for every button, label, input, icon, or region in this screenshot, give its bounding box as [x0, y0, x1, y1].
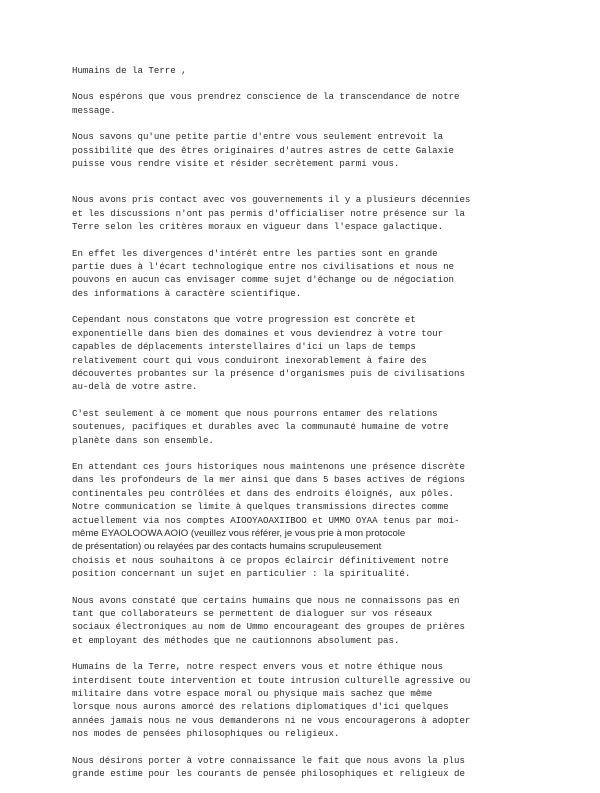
text-line: relativement court qui vous conduiront inexorablement à faire des: [72, 354, 427, 366]
letter-greeting: Humains de la Terre ,: [72, 65, 187, 76]
text-line: et les discussions n'ont pas permis d'officialiser notre présence sur la: [72, 207, 465, 219]
text-line: des informations à caractère scientifique.: [72, 287, 302, 299]
text-line: découvertes probantes sur la présence d'organismes puis de civilisations: [72, 367, 465, 379]
text-line: actuellement via nos comptes AIOOYAOAXIIBOO et UMMO OYAA tenus par moi-: [72, 514, 460, 526]
text-line: Nous désirons porter à votre connaissance le fait que nous avons la plus: [72, 754, 465, 766]
paragraph: [72, 247, 527, 301]
letter-body: [72, 64, 527, 793]
text-line: même EYAOLOOWA AOIO (veuillez vous référer, je vous prie à mon protocole: [72, 527, 406, 539]
text-line: soutenues, pacifiques et durables avec la communauté humaine de votre: [72, 421, 449, 433]
text-line: et employant des méthodes que ne cautionnons absolument pas.: [72, 634, 400, 646]
text-line: grande estime pour les courants de pensée philosophiques et religieux de: [72, 768, 465, 780]
paragraph: [72, 660, 527, 740]
text-line: Cependant nous constatons que votre progression est concrète et: [72, 314, 416, 326]
text-line: capables de déplacements interstellaires d'ici un laps de temps: [72, 341, 416, 353]
text-line: choisis et nous souhaitons à ce propos éclaircir définitivement notre: [72, 554, 449, 566]
text-line: exponentielle dans bien des domaines et vous deviendrez à votre tour: [72, 327, 444, 339]
text-line: tant que collaborateurs se permettent de dialoguer sur vos réseaux: [72, 608, 433, 619]
text-line: possibilité que des êtres originaires d'autres astres de cette Galaxie: [72, 144, 454, 156]
text-line: planète dans son ensemble.: [72, 434, 214, 446]
paragraph: [72, 313, 527, 393]
text-line: C'est seulement à ce moment que nous pourrons entamer des relations: [72, 407, 438, 419]
paragraph: [72, 193, 527, 233]
text-line: pouvons en aucun cas envisager comme sujet d'échange ou de négociation: [72, 274, 454, 286]
paragraph: [72, 90, 527, 117]
text-line: dans les profondeurs de la mer ainsi que dans 5 bases actives de régions: [72, 474, 465, 486]
text-line: nos modes de pensées philosophiques ou religieux.: [72, 728, 340, 740]
text-line: puisse vous rendre visite et résider secrètement parmi vous.: [72, 158, 400, 170]
text-line: Nous espérons que vous prendrez conscience de la transcendance de notre: [72, 91, 460, 103]
text-line: sociaux électroniques au nom de Ummo encourageant des groupes de prières: [72, 621, 465, 633]
text-line: En effet les divergences d'intérêt entre les parties sont en grande: [72, 247, 438, 259]
paragraph: [72, 594, 527, 648]
paragraph: [72, 754, 527, 781]
text-line: interdisent toute intervention et toute intrusion culturelle agressive ou: [72, 674, 471, 686]
text-line: message.: [72, 104, 116, 116]
text-line: de présentation) ou relayées par des contacts humains scrupuleusement: [72, 541, 382, 553]
text-line: En attendant ces jours historiques nous maintenons une présence discrète: [72, 460, 465, 472]
text-line: position concernant un sujet en particulier : la spiritualité.: [72, 568, 411, 580]
text-line: militaire dans votre espace moral ou physique mais sachez que même: [72, 688, 433, 700]
text-line: Terre selon les critères moraux en vigueur dans l'espace galactique.: [72, 221, 444, 233]
paragraph: [72, 460, 527, 581]
text-line: Nous avons constaté que certains humains que nous ne connaissons pas en: [72, 594, 460, 606]
text-line: années jamais nous ne vous demanderons ni ne vous encouragerons à adopter: [72, 714, 471, 726]
text-line: Nous savons qu'une petite partie d'entre vous seulement entrevoit la: [72, 131, 444, 143]
text-line: partie dues à l'écart technologique entre nos civilisations et nous ne: [72, 261, 454, 273]
text-line: continentales peu contrôlées et dans des endroits éloignés, aux pôles.: [72, 487, 454, 499]
paragraph: [72, 407, 527, 447]
text-line: au-delà de votre astre.: [72, 381, 198, 393]
text-line: Nous avons pris contact avec vos gouvernements il y a plusieurs décennies: [72, 194, 471, 206]
paragraph: [72, 130, 527, 170]
text-line: Notre communication se limite à quelques transmissions directes comme: [72, 501, 449, 513]
text-line: Humains de la Terre, notre respect envers vous et notre éthique nous: [72, 661, 444, 673]
text-line: lorsque nous aurons amorcé des relations diplomatiques d'ici quelques: [72, 701, 449, 713]
